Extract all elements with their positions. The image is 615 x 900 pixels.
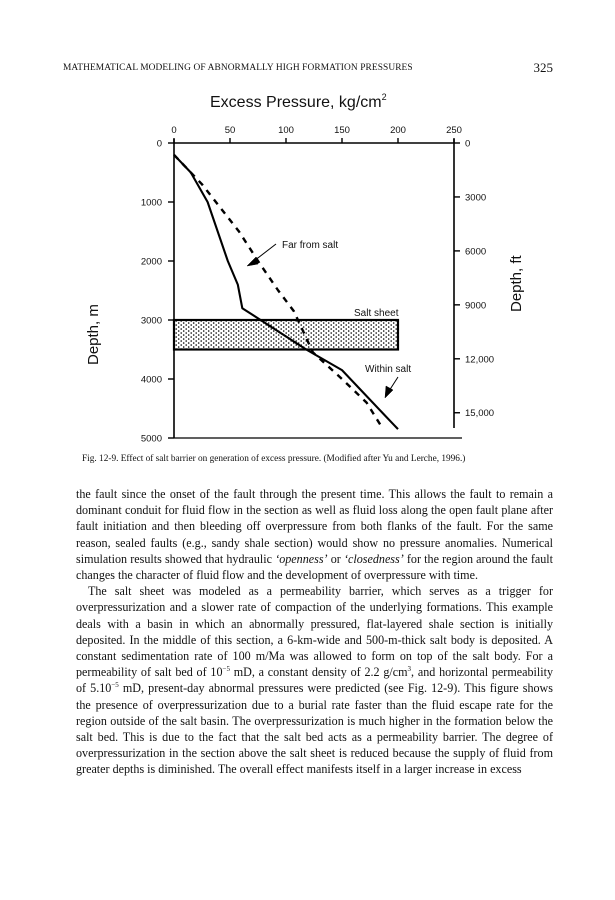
- salt-sheet-label: Salt sheet: [354, 308, 399, 319]
- y-right-tick-label-3000: 3000: [465, 192, 487, 204]
- paragraph-2: [76, 583, 553, 777]
- paragraph-2-text-a: The salt sheet was modeled as a permeability barrier, which serves as a trigger for overpressurization and a slower rate of compaction of the underlying formations. This example deals with a basin in which an abnormally pressured, flat-layered shale section is initially deposited. In the middle of this section, a 6-km-wide and 500-m-thick salt body is deposited. A constant sedimentation rate of 100 m/Ma was allowed to form on top of the salt body. For a permeability of salt bed of 10: [76, 584, 553, 680]
- y-left-tick-label-2000: 2000: [140, 256, 162, 268]
- paragraph-1: [76, 486, 553, 583]
- y-left-axis-title: Depth, m: [85, 304, 102, 365]
- paragraph-2-text-c: , and horizontal permeability of 5.10: [76, 665, 553, 696]
- y-right-axis-title: Depth, ft: [508, 255, 525, 312]
- x-tick-label-200: 200: [390, 125, 406, 136]
- y-left-tick-label-3000: 3000: [140, 315, 162, 327]
- x-tick-label-100: 100: [278, 125, 294, 136]
- y-right-tick-label-9000: 9000: [465, 300, 487, 312]
- paragraph-1-text-b: or: [327, 551, 344, 566]
- x-tick-label-0: 0: [171, 125, 177, 136]
- figure-12-9: [0, 80, 615, 455]
- paragraph-1-text-a: the fault since the onset of the fault through the present time. This allows the fault to remain a dominant conduit for fluid flow in the section as well as fluid loss along the open fault plane after fault initiation and then bleeding off overpressure from both flanks of the fault. For the same reason, sealed faults (e.g., sandy shale section) would show no pressure anomalies. Numerical simulation results showed that hydraulic: [76, 487, 553, 566]
- paragraph-2-text-d: mD, present-day abnormal pressures were predicted (see Fig. 12-9). This figure shows the presence of overpressurization due to a burial rate faster than the fluid escape rate for the region outside of the salt basin. The overpressurization is much higher in the formation below the salt bed. This is due to the fact that the salt bed acts as a permeability barrier. The degree of overpressurization in the section above the salt sheet is reduced because the supply of fluid from greater depths is diminished. The overall effect manifests itself in a larger increase in excess: [76, 681, 553, 777]
- y-left-tick-label-1000: 1000: [140, 197, 162, 209]
- running-head: [63, 60, 553, 78]
- salt-sheet-rect: [174, 320, 398, 350]
- y-right-tick-label-12,000: 12,000: [465, 354, 495, 366]
- chart-title: Excess Pressure, $kg/cm^2$: [210, 92, 387, 111]
- annotation-arrow-far-from-salt: [254, 244, 276, 261]
- y-left-tick-label-0: 0: [156, 138, 162, 150]
- y-right-tick-label-15,000: 15,000: [465, 408, 495, 420]
- paragraph-2-text-b: mD, a constant density of 2.2 g/cm: [229, 665, 408, 680]
- figure-caption: Fig. 12-9. Effect of salt barrier on generation of excess pressure. (Modified after Yu and Lerche, 1996.): [82, 454, 466, 464]
- y-left-tick-label-5000: 5000: [140, 433, 162, 445]
- annotation-arrowhead-within-salt: [385, 386, 393, 398]
- y-right-tick-label-0: 0: [465, 138, 471, 150]
- page-number: 325: [533, 60, 553, 75]
- openness-term: ‘openness’: [275, 551, 328, 566]
- paragraph-1-text-c: for the region around the fault changes the character of fluid flow and the development of overpressure with time.: [76, 551, 553, 583]
- running-title: MATHEMATICAL MODELING OF ABNORMALLY HIGH FORMATION PRESSURES: [63, 63, 413, 73]
- series-line-within-salt: [174, 155, 398, 429]
- exponent-3: −5: [111, 681, 119, 690]
- annotation-arrowhead-far-from-salt: [247, 257, 258, 266]
- x-tick-label-250: 250: [446, 125, 462, 136]
- excess-pressure-chart: [0, 80, 615, 455]
- annotation-far-from-salt: Far from salt: [282, 240, 339, 251]
- x-tick-label-150: 150: [334, 125, 350, 136]
- closedness-term: ‘closedness’: [343, 551, 404, 566]
- exponent-1: −5: [222, 665, 230, 674]
- exponent-2: 3: [407, 665, 412, 674]
- annotation-within-salt: Within salt: [365, 364, 412, 375]
- y-right-tick-label-6000: 6000: [465, 246, 487, 258]
- y-left-tick-label-4000: 4000: [140, 374, 162, 386]
- body-text: [76, 486, 553, 778]
- x-tick-label-50: 50: [224, 125, 236, 136]
